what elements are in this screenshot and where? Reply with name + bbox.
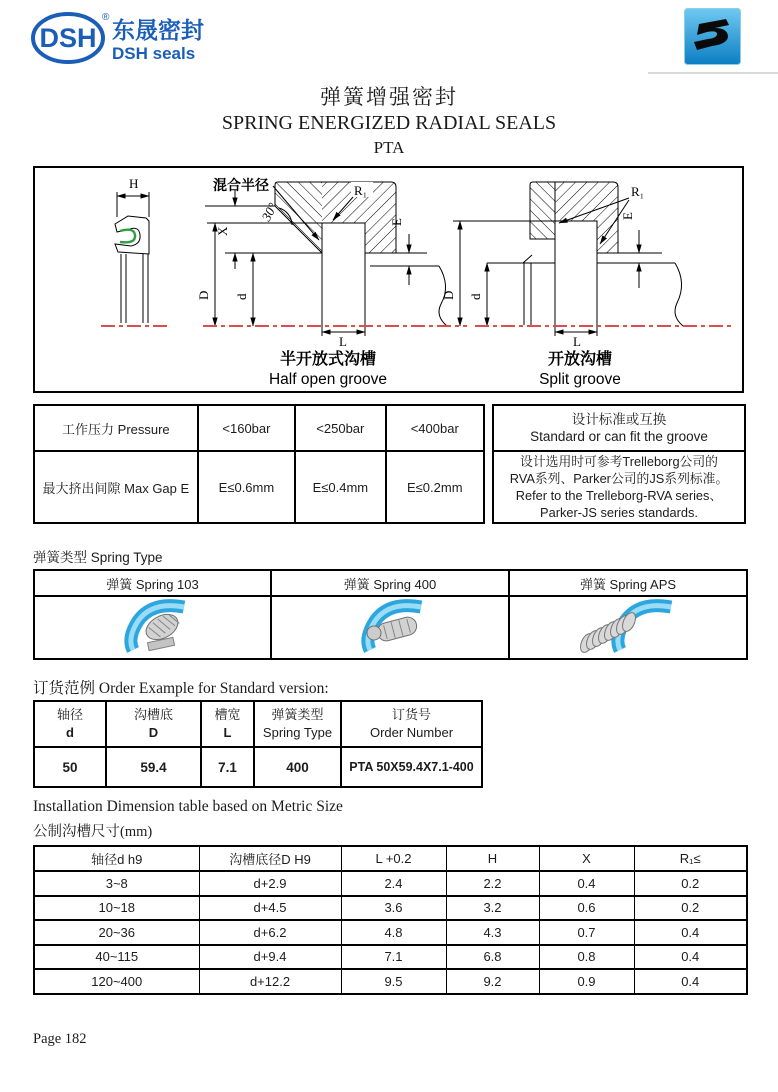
header-en: Order Number (369, 725, 454, 740)
cell: 0.7 (539, 920, 634, 945)
spring-103-header: 弹簧 Spring 103 (34, 570, 271, 596)
cell: 0.2 (634, 871, 747, 896)
page-number: Page 182 (33, 1031, 87, 1047)
cell: d+4.5 (199, 896, 341, 921)
table-row (34, 871, 747, 896)
blend-radius-label: 混合半径 (213, 177, 269, 193)
cell: 0.4 (539, 871, 634, 896)
dim-label-d-inner: d (468, 293, 483, 300)
spring-type-section-label: 弹簧类型 Spring Type (33, 550, 163, 565)
groove-drawing-box (33, 166, 744, 393)
standards-title-en: Standard or can fit the groove (530, 429, 708, 444)
table-row (34, 451, 484, 523)
header-en: D (148, 725, 159, 740)
dim-label-d-inner: d (234, 293, 249, 300)
cell: 9.5 (341, 969, 446, 994)
col-spring-type (254, 701, 341, 747)
dim-label-d-outer: D (441, 290, 456, 300)
cantilever-spring-seal-illustration (34, 596, 271, 659)
dim-label-x: X (215, 226, 230, 236)
cell: 0.4 (634, 920, 747, 945)
cell: <250bar (295, 405, 385, 451)
col-order-number (341, 701, 482, 747)
cell: 120~400 (34, 969, 199, 994)
dim-label-l: L (573, 334, 581, 349)
caption-cn: 开放沟槽 (547, 351, 613, 368)
seal-body (115, 216, 149, 254)
max-gap-row-label: 最大挤出间隙 Max Gap E (34, 451, 198, 523)
dim-label-l: L (339, 334, 347, 349)
cell: 0.4 (634, 969, 747, 994)
col-shaft-range: 轴径d h9 (34, 846, 199, 871)
cell: 3~8 (34, 871, 199, 896)
cell: 4.3 (446, 920, 539, 945)
table-row (34, 701, 482, 747)
standards-line: Parker-JS series standards. (540, 505, 698, 520)
header-cn: 沟槽底 (133, 707, 173, 722)
standards-body (494, 452, 744, 522)
radius-label-r1: R₁ (631, 184, 645, 199)
cell: 2.4 (341, 871, 446, 896)
table-row (34, 570, 747, 596)
installation-table (33, 845, 748, 995)
table-row (34, 846, 747, 871)
cell: 40~115 (34, 945, 199, 970)
cell: 10~18 (34, 896, 199, 921)
energizing-spring (120, 230, 135, 243)
spring-aps-header: 弹簧 Spring APS (509, 570, 747, 596)
header-cn: 轴径 (56, 707, 83, 722)
title-series: PTA (373, 138, 405, 157)
cell: d+6.2 (199, 920, 341, 945)
cell: 9.2 (446, 969, 539, 994)
standards-line: 设计选用时可参考Trelleborg公司的 (520, 454, 718, 469)
header-en: L (223, 725, 232, 740)
table-row (34, 747, 482, 787)
slanted-coil-spring-seal-illustration (271, 596, 509, 659)
order-example-table (33, 700, 483, 788)
pressure-table (33, 404, 485, 524)
spring-type-table (33, 569, 748, 660)
col-shaft-d (34, 701, 106, 747)
table-row (34, 920, 747, 945)
cell: E≤0.2mm (386, 451, 484, 523)
pressure-standards-row (33, 404, 746, 524)
pressure-row-label: 工作压力 Pressure (34, 405, 198, 451)
caption-cn: 半开放式沟槽 (279, 351, 377, 368)
standards-title-cn: 设计标准或互换 (571, 412, 667, 427)
col-X: X (539, 846, 634, 871)
cell: 3.2 (446, 896, 539, 921)
standards-line: RVA系列、Parker公司的JS系列标准。 (509, 471, 729, 486)
page-title (0, 84, 778, 159)
installation-title-en: Installation Dimension table based on Metric Size (33, 798, 343, 815)
title-english: SPRING ENERGIZED RADIAL SEALS (221, 112, 557, 134)
cell: E≤0.4mm (295, 451, 385, 523)
standards-box (492, 404, 746, 524)
table-row (34, 896, 747, 921)
half-open-groove-drawing (196, 177, 467, 388)
logo-name-cn: 东晟密封 (112, 17, 204, 43)
col-L: L +0.2 (341, 846, 446, 871)
header-cn: 槽宽 (214, 707, 241, 722)
cell: 20~36 (34, 920, 199, 945)
spring-400-header: 弹簧 Spring 400 (271, 570, 509, 596)
caption-en: Half open groove (268, 371, 388, 388)
cell: 7.1 (341, 945, 446, 970)
installation-title-cn: 公制沟槽尺寸(mm) (33, 824, 153, 840)
cell: 2.2 (446, 871, 539, 896)
cell: E≤0.6mm (198, 451, 295, 523)
helical-coil (578, 611, 638, 655)
table-row (34, 405, 484, 451)
seal-thumbnail-drawing (101, 176, 167, 326)
helical-coil-spring-seal-illustration (509, 596, 747, 659)
cell: 4.8 (341, 920, 446, 945)
cell: <400bar (386, 405, 484, 451)
cell: 7.1 (201, 747, 254, 787)
standards-line: Refer to the Trelleborg-RVA series、 (515, 488, 723, 503)
cell: d+9.4 (199, 945, 341, 970)
caption-en: Split groove (539, 371, 621, 388)
dim-label-e: E (620, 212, 635, 220)
cell: 59.4 (106, 747, 201, 787)
cell: d+2.9 (199, 871, 341, 896)
header-cn: 弹簧类型 (271, 707, 324, 722)
col-groove-width-L (201, 701, 254, 747)
col-R1: R₁≤ (634, 846, 747, 871)
col-H: H (446, 846, 539, 871)
cell: 0.8 (539, 945, 634, 970)
cell: 0.6 (539, 896, 634, 921)
dsh-logo (28, 8, 238, 73)
radius-label-r1: R₁ (354, 183, 368, 198)
col-groove-root-dia: 沟槽底径D H9 (199, 846, 341, 871)
cell: 400 (254, 747, 341, 787)
cell: 3.6 (341, 896, 446, 921)
dim-label-e: E (389, 218, 404, 226)
cell: <160bar (198, 405, 295, 451)
table-row (34, 945, 747, 970)
cell: 0.4 (634, 945, 747, 970)
title-chinese: 弹簧增强密封 (320, 85, 458, 109)
order-example-section-label: 订货范例 Order Example for Standard version: (33, 680, 329, 697)
dim-label-h: H (129, 176, 139, 191)
header-en: Spring Type (262, 725, 333, 740)
col-groove-root-D (106, 701, 201, 747)
logo-abbr: DSH (39, 23, 97, 53)
dim-label-d-outer: D (196, 290, 211, 300)
header-en: d (66, 725, 74, 740)
cell: 50 (34, 747, 106, 787)
registered-mark: ® (102, 12, 110, 23)
cell: 0.2 (634, 896, 747, 921)
table-row (34, 969, 747, 994)
cell: PTA 50X59.4X7.1-400 (341, 747, 482, 787)
logo-name-en: DSH seals (112, 44, 196, 63)
cell: d+12.2 (199, 969, 341, 994)
seal-cross-section-icon (684, 8, 741, 70)
cell: 0.9 (539, 969, 634, 994)
header-rule (648, 72, 778, 74)
standards-title (494, 406, 744, 452)
split-groove-drawing (441, 182, 735, 388)
header-cn: 订货号 (391, 707, 431, 722)
cell: 6.8 (446, 945, 539, 970)
angle-label: 30° (258, 200, 281, 224)
table-row (34, 596, 747, 659)
